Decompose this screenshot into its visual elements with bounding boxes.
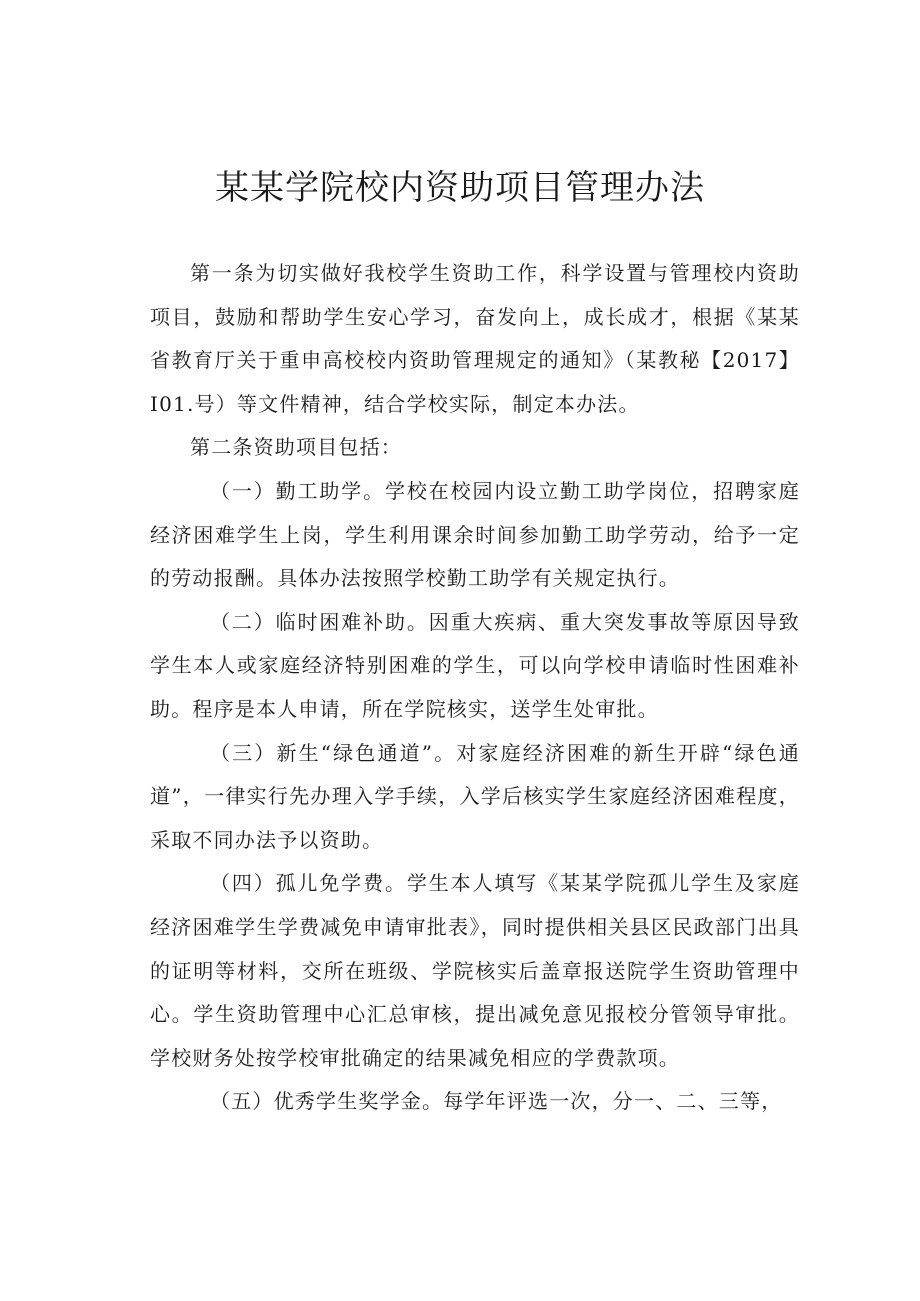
document-title: 某某学院校内资助项目管理办法	[215, 168, 705, 208]
item-green-channel-paragraph: （三）新生“绿色通道”。对家庭经济困难的新生开辟“绿色通道”，一律实行先办理入学手续，入学后核实学生家庭经济困难程度，采取不同办法予以资助。	[150, 740, 800, 852]
item-temporary-aid-paragraph: （二）临时困难补助。因重大疾病、重大突发事故等原因导致学生本人或家庭经济特别困难的学生，可以向学校申请临时性困难补助。程序是本人申请，所在学院核实，送学生处审批。	[150, 609, 800, 721]
article-1-paragraph: 第一条为切实做好我校学生资助工作，科学设置与管理校内资助项目，鼓励和帮助学生安心学习，奋发向上，成长成才，根据《某某省教育厅关于重申高校校内资助管理规定的通知》（某教秘【2017】I01.号）等文件精神，结合学校实际，制定本办法。	[150, 261, 800, 416]
article-2-paragraph: 第二条资助项目包括：	[190, 435, 402, 460]
item-orphan-tuition-paragraph: （四）孤儿免学费。学生本人填写《某某学院孤儿学生及家庭经济困难学生学费减免申请审批表》，同时提供相关县区民政部门出具的证明等材料，交所在班级、学院核实后盖章报送院学生资助管理中心。学生资助管理中心汇总审核，提出减免意见报校分管领导审批。学校财务处按学校审批确定的结果减免相应的学费款项。	[150, 871, 800, 1070]
item-scholarship-paragraph: （五）优秀学生奖学金。每学年评选一次，分一、二、三等，	[210, 1089, 783, 1114]
document-body	[150, 252, 800, 1124]
item-work-study-paragraph: （一）勤工助学。学校在校园内设立勤工助学岗位，招聘家庭经济困难学生上岗，学生利用课余时间参加勤工助学劳动，给予一定的劳动报酬。具体办法按照学校勤工助学有关规定执行。	[150, 478, 800, 591]
